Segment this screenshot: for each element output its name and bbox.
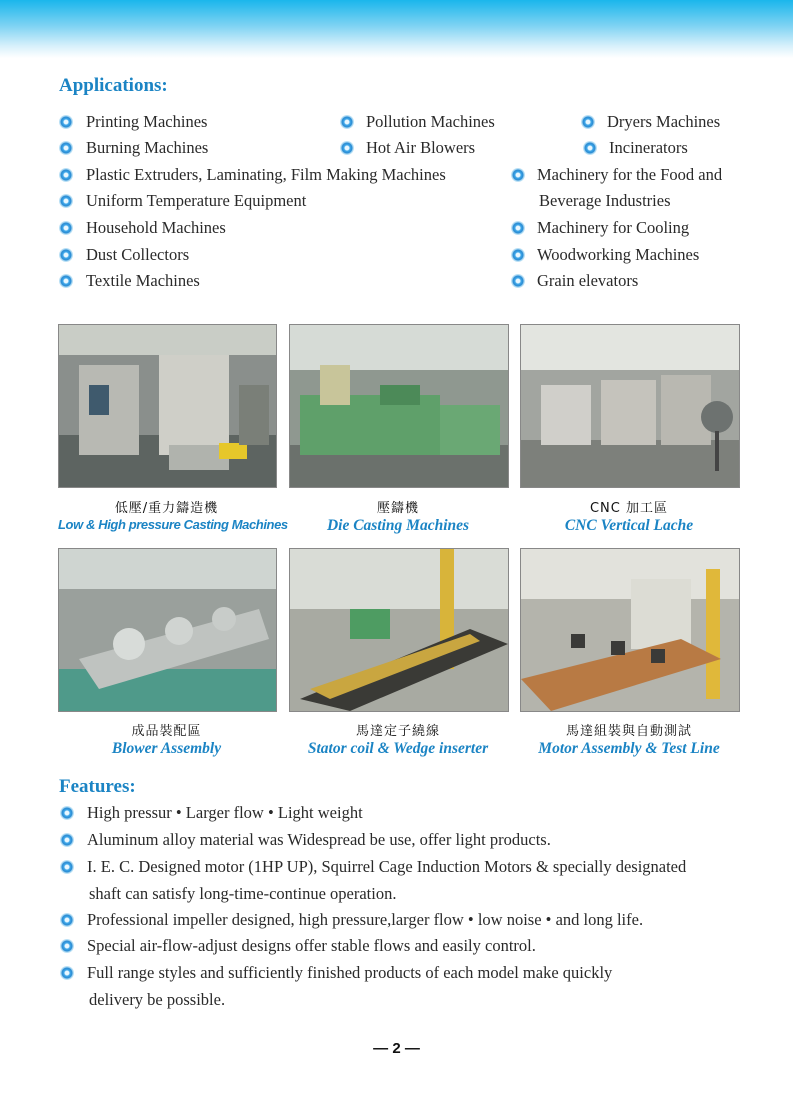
bullet-icon: [59, 141, 73, 155]
caption-chinese: 壓鑄機: [376, 501, 419, 516]
bullet-icon: [59, 274, 73, 288]
bullet-icon: [581, 115, 595, 129]
bullet-icon: [60, 833, 74, 847]
bullet-icon: [511, 168, 525, 182]
caption-english: Blower Assembly: [111, 740, 222, 757]
feature-item: Full range styles and sufficiently finished products of each model make quickly: [87, 963, 613, 982]
features-heading: Features:: [59, 776, 136, 797]
caption-chinese: 成品裝配區: [131, 724, 202, 739]
application-item: Burning Machines: [86, 138, 209, 157]
caption-english: Die Casting Machines: [326, 517, 470, 534]
bullet-icon: [59, 221, 73, 235]
application-item: Machinery for the Food and: [537, 165, 723, 184]
application-item: Household Machines: [86, 218, 226, 237]
feature-item: Professional impeller designed, high pressure,larger flow • low noise • and long life.: [87, 910, 644, 929]
application-item: Dust Collectors: [86, 245, 190, 264]
application-item: Uniform Temperature Equipment: [86, 191, 307, 210]
caption-english: Stator coil & Wedge inserter: [307, 740, 489, 757]
caption-english: CNC Vertical Lache: [564, 517, 694, 534]
application-item: Machinery for Cooling: [537, 218, 690, 237]
caption-english: Motor Assembly & Test Line: [538, 740, 720, 757]
bullet-icon: [59, 115, 73, 129]
bullet-icon: [60, 966, 74, 980]
bullet-icon: [59, 168, 73, 182]
photo-casting-machines: [58, 324, 277, 488]
application-item: Dryers Machines: [607, 112, 721, 131]
bullet-icon: [511, 274, 525, 288]
feature-item: Special air-flow-adjust designs offer stable flows and easily control.: [87, 936, 536, 955]
page-number: — 2 —: [373, 1040, 420, 1057]
bullet-icon: [59, 248, 73, 262]
application-item: Woodworking Machines: [537, 245, 700, 264]
photo-stator-coil: [289, 548, 509, 712]
application-item: Hot Air Blowers: [366, 138, 476, 157]
bullet-icon: [60, 939, 74, 953]
application-item: Printing Machines: [86, 112, 208, 131]
bullet-icon: [511, 248, 525, 262]
caption-chinese: 馬達定子繞線: [355, 724, 440, 739]
feature-item-continued: shaft can satisfy long-time-continue operation.: [89, 884, 397, 903]
application-item-continued: Beverage Industries: [539, 191, 671, 210]
header-gradient-band: [0, 0, 793, 58]
photo-motor-assembly-line: [520, 548, 740, 712]
bullet-icon: [511, 221, 525, 235]
feature-item: I. E. C. Designed motor (1HP UP), Squirrel Cage Induction Motors & specially designated: [87, 857, 687, 876]
caption-chinese: 低壓/重力鑄造機: [114, 501, 219, 516]
photo-die-casting-machines: [289, 324, 509, 488]
feature-item: Aluminum alloy material was Widespread be use, offer light products.: [87, 830, 551, 849]
bullet-icon: [340, 141, 354, 155]
bullet-icon: [583, 141, 597, 155]
application-item: Textile Machines: [86, 271, 200, 290]
application-item: Incinerators: [609, 138, 688, 157]
caption-english: Low & High pressure Casting Machines: [58, 517, 288, 532]
photo-cnc-area: [520, 324, 740, 488]
bullet-icon: [59, 194, 73, 208]
photo-blower-assembly: [58, 548, 277, 712]
application-item: Grain elevators: [537, 271, 639, 290]
applications-heading: Applications:: [59, 75, 168, 96]
feature-item: High pressur • Larger flow • Light weight: [87, 803, 363, 822]
application-item: Plastic Extruders, Laminating, Film Making Machines: [86, 165, 446, 184]
feature-item-continued: delivery be possible.: [89, 990, 226, 1009]
bullet-icon: [60, 806, 74, 820]
bullet-icon: [340, 115, 354, 129]
bullet-icon: [60, 913, 74, 927]
caption-chinese: 馬達組裝與自動測試: [565, 724, 692, 739]
application-item: Pollution Machines: [366, 112, 495, 131]
caption-chinese: CNC 加工區: [589, 501, 668, 516]
bullet-icon: [60, 860, 74, 874]
